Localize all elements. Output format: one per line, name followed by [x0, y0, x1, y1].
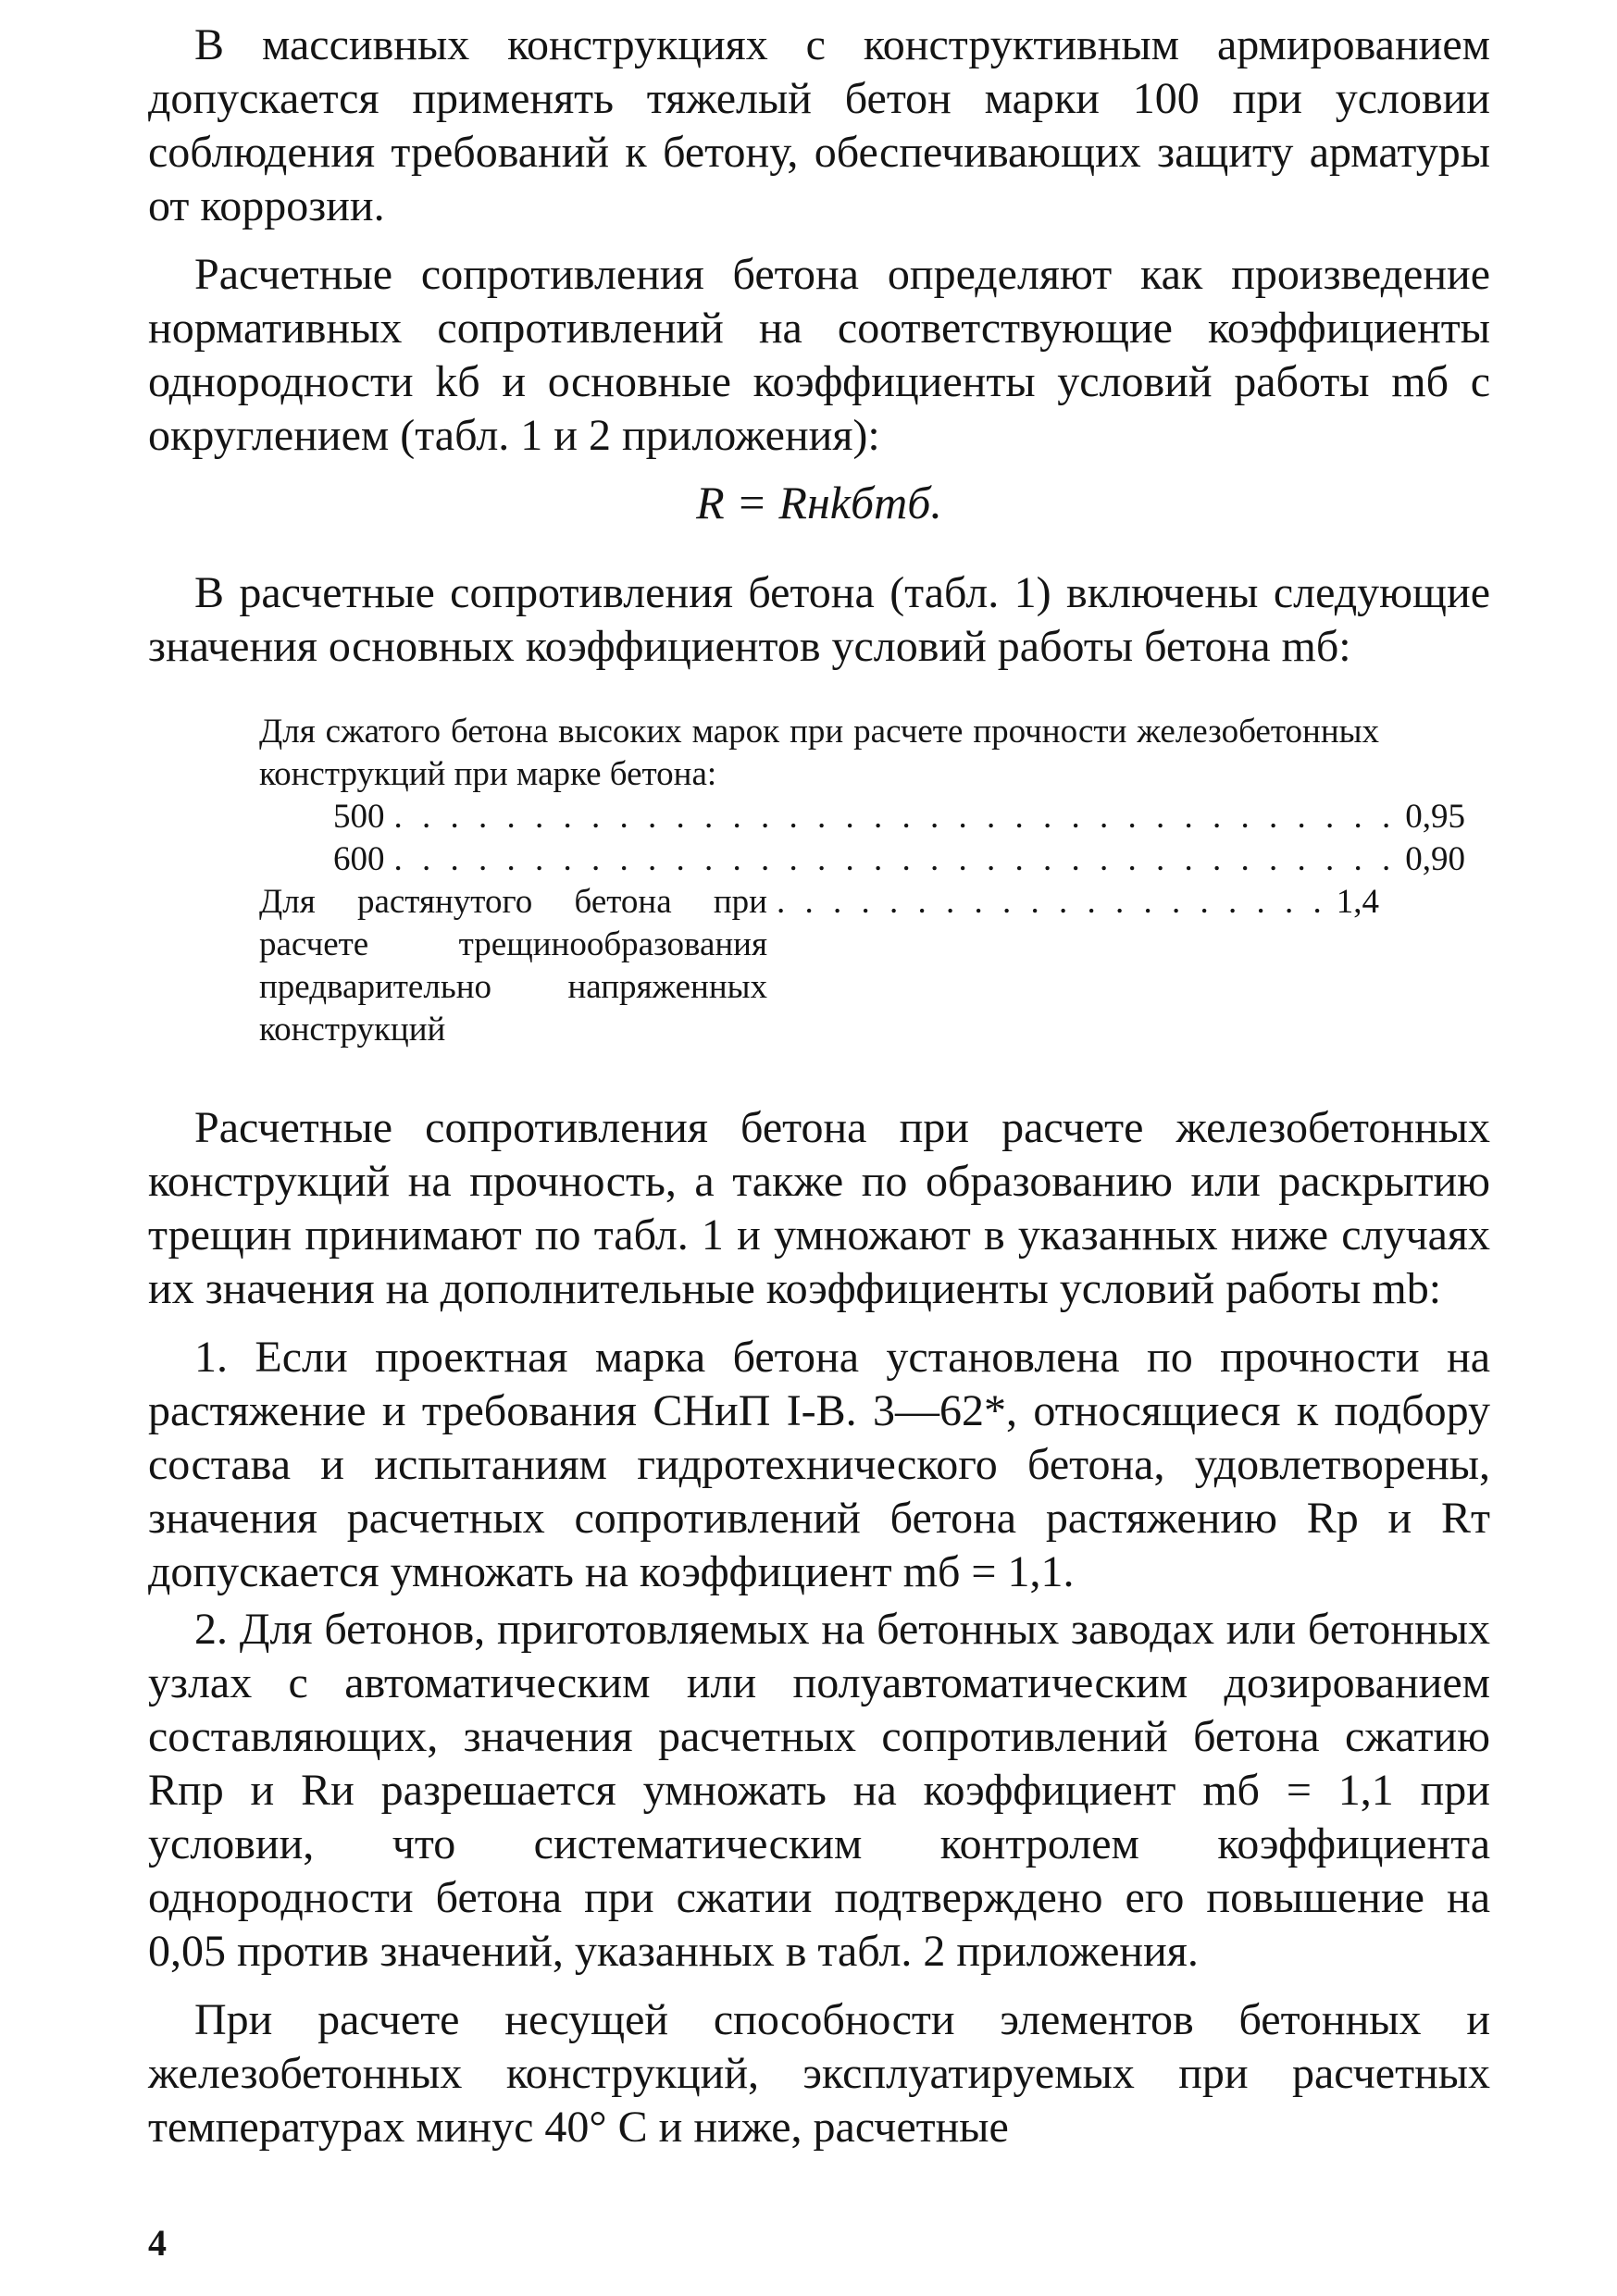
- body-text: [148, 19, 1490, 2169]
- paragraph-additional-coefficients: Расчетные сопротивления бетона при расчете железобетонных конструкций на прочность, а также по образованию или раскрытию трещин принимают по табл. 1 и умножают в указанных ниже случаях их значения на дополнительные коэффициенты условий работы mb:: [148, 1103, 1490, 1313]
- coefficient-intro-compressed: Для сжатого бетона высоких марок при расчете прочности железобетонных конструкций при марке бетона:: [259, 713, 1379, 793]
- page-number: 4: [148, 2222, 167, 2264]
- paragraph-included-coefficients: В расчетные сопротивления бетона (табл. 1) включены следующие значения основных коэффициентов условий работы бетона mб:: [148, 568, 1490, 671]
- coefficient-grade: 500: [333, 798, 385, 836]
- coefficient-value: 0,95: [1405, 798, 1465, 836]
- coefficient-value-tension: 1,4: [1336, 883, 1379, 921]
- paragraph-item-2: 2. Для бетонов, приготовляемых на бетонных заводах или бетонных узлах с автоматическим или полуавтоматическим дозированием составляющих, значения расчетных сопротивлений бетона сжатию Rпр и Rи разрешается умножать на коэффициент mб = 1,1 при условии, что систематическим контролем коэффициента однородности бетона при сжатии подтверждено его повышение на 0,05 против значений, указанных в табл. 2 приложения.: [148, 1605, 1490, 1976]
- coefficient-list: [259, 711, 1465, 1051]
- paragraph-design-resistance: Расчетные сопротивления бетона определяют как произведение нормативных сопротивлений на соответствующие коэффициенты однородности kб и основные коэффициенты условий работы mб с округлением (табл. 1 и 2 приложения):: [148, 250, 1490, 460]
- leader-dots: . . . . . . . . . . . . . . . . . . . . . . . . . . . . . . . . . . . .: [393, 798, 1397, 836]
- coefficient-label-tension: Для растянутого бетона при расчете трещинообразования предварительно напряженных конструкций: [259, 883, 767, 1049]
- leader-dots: . . . . . . . . . . . . . . . . . . . .: [777, 883, 1327, 921]
- paragraph-low-temperature: При расчете несущей способности элементов бетонных и железобетонных конструкций, эксплуатируемых при расчетных температурах минус 40° С и ниже, расчетные: [148, 1995, 1490, 2152]
- leader-dots: . . . . . . . . . . . . . . . . . . . . . . . . . . . . . . . . . . . .: [393, 840, 1397, 878]
- formula-design-resistance: R = Rнkбmб.: [696, 477, 942, 528]
- paragraph-massive-structures: В массивных конструкциях с конструктивным армированием допускается применять тяжелый бетон марки 100 при условии соблюдения требований к бетону, обеспечивающих защиту арматуры от коррозии.: [148, 20, 1490, 230]
- coefficient-row-tension: [259, 881, 1379, 1051]
- coefficient-row: [259, 796, 1465, 838]
- paragraph-item-1: 1. Если проектная марка бетона установлена по прочности на растяжение и требования СНиП I-В. 3—62*, относящиеся к подбору состава и испытаниям гидротехнического бетона, удовлетворены, значения расчетных сопротивлений бетона растяжению Rр и Rт допускается умножать на коэффициент mб = 1,1.: [148, 1333, 1490, 1596]
- coefficient-grade: 600: [333, 840, 385, 878]
- coefficient-row: [259, 838, 1465, 881]
- coefficient-value: 0,90: [1405, 840, 1465, 878]
